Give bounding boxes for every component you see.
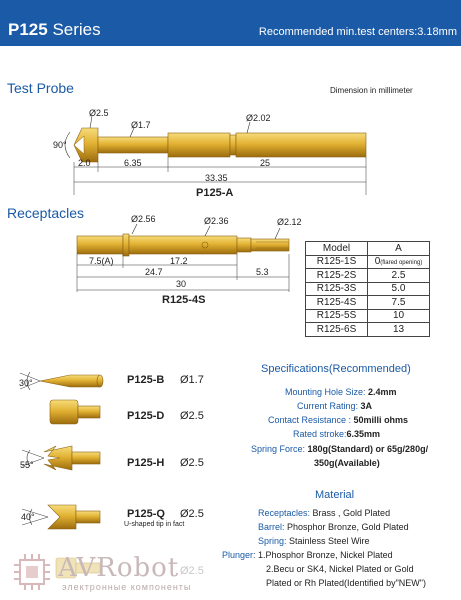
material-title: Material <box>315 489 355 501</box>
tip-q-name: P125-Q <box>127 508 165 520</box>
a-cell: 7.5 <box>368 296 430 310</box>
table-row <box>306 323 430 337</box>
series-code: P125 <box>8 20 48 39</box>
model-table-header <box>306 242 430 256</box>
material-value: Phosphor Bronze, Gold Plated <box>284 522 409 532</box>
header-bar <box>0 0 461 46</box>
rec-d3: Ø2.12 <box>277 217 302 227</box>
model-cell: R125-6S <box>306 323 368 337</box>
tip-h-dia: Ø2.5 <box>180 457 204 469</box>
tip-b-shape <box>40 375 100 387</box>
probe-plunger <box>98 137 168 153</box>
probe-d2: Ø1.7 <box>131 120 151 130</box>
table-row <box>306 269 430 283</box>
probe-d1: Ø2.5 <box>89 108 109 118</box>
rec-name: R125-4S <box>162 294 206 306</box>
table-row <box>306 282 430 296</box>
table-row <box>306 255 430 269</box>
material-value: Brass , Gold Plated <box>310 508 391 518</box>
tip-d-dia: Ø2.5 <box>180 410 204 422</box>
model-cell: R125-4S <box>306 296 368 310</box>
tip-d-shape <box>50 400 78 424</box>
model-table <box>305 241 430 337</box>
model-cell: R125-3S <box>306 282 368 296</box>
test-probe-drawing <box>0 100 461 200</box>
spec-rated-stroke <box>293 429 380 439</box>
model-col-header: Model <box>306 242 368 256</box>
material-key: Spring: <box>258 536 287 546</box>
spec-current-rating <box>297 401 372 411</box>
flared-note: (flared opening) <box>380 260 423 267</box>
tip-h-angle: 55° <box>20 460 34 470</box>
spec-key: Contact Resistance : <box>268 415 352 425</box>
probe-len-total: 33.35 <box>205 173 228 183</box>
tip-h-shape <box>44 446 72 470</box>
specifications-title: Specifications(Recommended) <box>261 363 411 375</box>
probe-len-tip: 2.0 <box>78 158 91 168</box>
a-col-header: A <box>368 242 430 256</box>
rec-d1: Ø2.56 <box>131 214 156 224</box>
model-cell: R125-5S <box>306 309 368 323</box>
spec-value: 3A <box>358 401 373 411</box>
probe-angle: 90° <box>53 140 67 150</box>
tip-b-angle: 30° <box>19 378 33 388</box>
a-cell: 10 <box>368 309 430 323</box>
spec-spring-force-cont <box>314 458 380 468</box>
model-cell: R125-2S <box>306 269 368 283</box>
rec-len-c: 24.7 <box>145 267 163 277</box>
material-value: 1.Phosphor Bronze, Nickel Plated <box>255 550 393 560</box>
tip-q-shape <box>48 505 76 529</box>
series-title <box>8 20 101 40</box>
tip-b-name: P125-B <box>127 374 165 386</box>
spec-key: Spring Force: <box>251 444 306 454</box>
test-centers-note: Recommended min.test centers:3.18mm <box>258 26 457 38</box>
rec-len-b: 17.2 <box>170 256 188 266</box>
material-key: Plunger: <box>222 550 256 560</box>
spec-mounting-hole <box>285 387 397 397</box>
spec-key: Mounting Hole Size: <box>285 387 366 397</box>
tip-last-dia: Ø2.5 <box>180 565 204 577</box>
probe-name: P125-A <box>196 187 234 199</box>
tip-q-note: U-shaped tip in fact <box>124 521 185 528</box>
model-cell: R125-1S <box>306 255 368 269</box>
spec-value: 180g(Standard) or 65g/280g/ <box>305 444 429 454</box>
spec-value: 350g(Available) <box>314 458 380 468</box>
tip-d-name: P125-D <box>127 410 165 422</box>
material-key: Barrel: <box>258 522 285 532</box>
spec-key: Current Rating: <box>297 401 359 411</box>
test-probe-title: Test Probe <box>7 80 74 96</box>
tip-q-dia: Ø2.5 <box>180 508 204 520</box>
material-barrel <box>258 522 409 532</box>
spec-value: 6.35mm <box>346 429 381 439</box>
spec-contact-resistance <box>268 415 408 425</box>
unit-note: Dimension in millimeter <box>330 86 413 95</box>
a-value: 0 <box>374 256 381 268</box>
material-plunger-3: Plated or Rh Plated(Identified by"NEW") <box>266 578 426 588</box>
tip-q-angle: 40° <box>21 512 35 522</box>
probe-len-tail: 25 <box>260 158 271 168</box>
probe-barrel <box>168 133 230 157</box>
table-row <box>306 296 430 310</box>
material-plunger <box>222 550 393 560</box>
receptacles-title: Receptacles <box>7 205 85 221</box>
rec-len-total: 30 <box>176 279 187 289</box>
rec-d2: Ø2.36 <box>204 216 229 226</box>
table-row <box>306 309 430 323</box>
spec-key: Rated stroke: <box>293 429 347 439</box>
rec-len-d: 5.3 <box>256 267 269 277</box>
receptacle-drawing <box>0 220 300 300</box>
probe-tail <box>236 133 366 157</box>
a-cell: 2.5 <box>368 269 430 283</box>
a-cell: 5.0 <box>368 282 430 296</box>
probe-len-mid: 6.35 <box>124 158 142 168</box>
material-receptacles <box>258 508 390 518</box>
series-word: Series <box>52 20 101 39</box>
material-value: Stainless Steel Wire <box>286 536 370 546</box>
spec-value: 2.4mm <box>365 387 397 397</box>
rec-len-a: 7.5(A) <box>89 256 114 266</box>
probe-d3: Ø2.02 <box>246 113 271 123</box>
chip-logo-icon <box>12 552 52 592</box>
tip-b-dia: Ø1.7 <box>180 374 204 386</box>
tip-h-name: P125-H <box>127 457 165 469</box>
a-cell: 13 <box>368 323 430 337</box>
material-plunger-2: 2.Becu or SK4, Nickel Plated or Gold <box>266 564 414 574</box>
spec-value: 50milli ohms <box>351 415 409 425</box>
spec-spring-force <box>251 444 428 454</box>
a-cell <box>368 255 430 269</box>
material-spring <box>258 536 370 546</box>
watermark-brand: AVRobot <box>58 553 180 583</box>
watermark-sub: электронные компоненты <box>62 582 192 592</box>
material-key: Receptacles: <box>258 508 311 518</box>
